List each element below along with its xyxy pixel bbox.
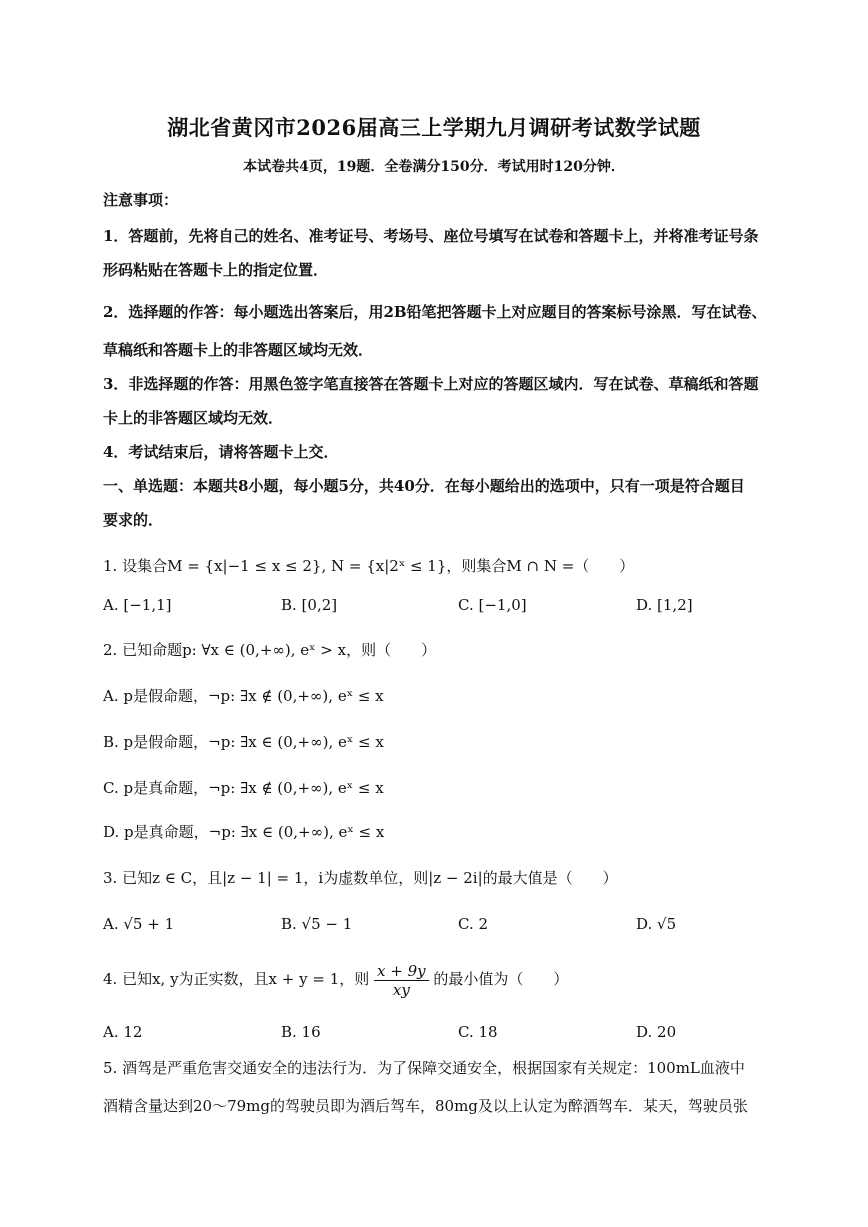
notice-3-line-2: 卡上的非答题区域均无效． xyxy=(103,409,284,427)
question-4-stem xyxy=(103,960,773,999)
question-4-option-c: C. 18 xyxy=(458,1023,498,1041)
notice-1-line-1: 1．答题前，先将自己的姓名、准考证号、考场号、座位号填写在试卷和答题卡上，并将准考证号条 xyxy=(103,227,759,245)
question-1-stem: 1. 设集合M = {x|−1 ≤ x ≤ 2}, N = {x|2ˣ ≤ 1}，则集合M ∩ N =（ ） xyxy=(103,557,635,575)
notice-4-line-1: 4．考试结束后，请将答题卡上交． xyxy=(103,443,339,461)
question-5-line-1: 5. 酒驾是严重危害交通安全的违法行为．为了保障交通安全，根据国家有关规定：100mL血液中 xyxy=(103,1059,745,1077)
notice-heading: 注意事项： xyxy=(103,191,179,209)
notice-1-line-2: 形码粘贴在答题卡上的指定位置． xyxy=(103,261,329,279)
notice-2-line-2: 草稿纸和答题卡上的非答题区域均无效． xyxy=(103,341,374,359)
notice-2-line-1: 2．选择题的作答：每小题选出答案后，用2B铅笔把答题卡上对应题目的答案标号涂黑．写在试卷、 xyxy=(103,303,767,321)
question-1-option-a: A. [−1,1] xyxy=(103,596,172,614)
question-2-option-a: A. p是假命题，¬p: ∃x ∉ (0,+∞), eˣ ≤ x xyxy=(103,687,384,705)
question-3-option-b: B. √5 − 1 xyxy=(281,915,353,933)
question-3-option-d: D. √5 xyxy=(636,915,677,933)
section-1-heading-line-1: 一、单选题：本题共8小题，每小题5分，共40分．在每小题给出的选项中，只有一项是符合题目 xyxy=(103,477,745,495)
question-4-option-a: A. 12 xyxy=(103,1023,143,1041)
question-1-option-b: B. [0,2] xyxy=(281,596,338,614)
question-5-line-2: 酒精含量达到20～79mg的驾驶员即为酒后驾车，80mg及以上认定为醉酒驾车．某天，驾驶员张 xyxy=(103,1097,748,1115)
exam-info: 本试卷共4页，19题．全卷满分150分．考试用时120分钟． xyxy=(243,159,625,175)
question-4-stem-before: 4. 已知x, y为正实数，且x + y = 1，则 xyxy=(103,970,370,988)
question-2-stem: 2. 已知命题p: ∀x ∈ (0,+∞), eˣ > x，则（ ） xyxy=(103,641,437,659)
question-3-stem: 3. 已知z ∈ C，且|z − 1| = 1，i为虚数单位，则|z − 2i|的最大值是（ ） xyxy=(103,869,618,887)
question-2-option-b: B. p是假命题，¬p: ∃x ∈ (0,+∞), eˣ ≤ x xyxy=(103,733,384,751)
question-2-option-d: D. p是真命题，¬p: ∃x ∈ (0,+∞), eˣ ≤ x xyxy=(103,823,385,841)
question-1-option-c: C. [−1,0] xyxy=(458,596,527,614)
section-1-heading-line-2: 要求的． xyxy=(103,511,164,529)
page-title: 湖北省黄冈市2026届高三上学期九月调研考试数学试题 xyxy=(167,115,701,140)
question-4-stem-after: 的最小值为（ ） xyxy=(433,970,569,988)
question-4-option-b: B. 16 xyxy=(281,1023,321,1041)
question-3-option-a: A. √5 + 1 xyxy=(103,915,175,933)
question-3-option-c: C. 2 xyxy=(458,915,489,933)
question-4-option-d: D. 20 xyxy=(636,1023,677,1041)
question-4-fraction-numerator: x + 9y xyxy=(374,962,429,981)
question-2-option-c: C. p是真命题，¬p: ∃x ∉ (0,+∞), eˣ ≤ x xyxy=(103,779,384,797)
question-4-fraction-denominator: xy xyxy=(392,980,410,999)
notice-3-line-1: 3．非选择题的作答：用黑色签字笔直接答在答题卡上对应的答题区域内．写在试卷、草稿纸和答题 xyxy=(103,375,759,393)
question-1-option-d: D. [1,2] xyxy=(636,596,693,614)
question-4-fraction xyxy=(374,962,429,999)
